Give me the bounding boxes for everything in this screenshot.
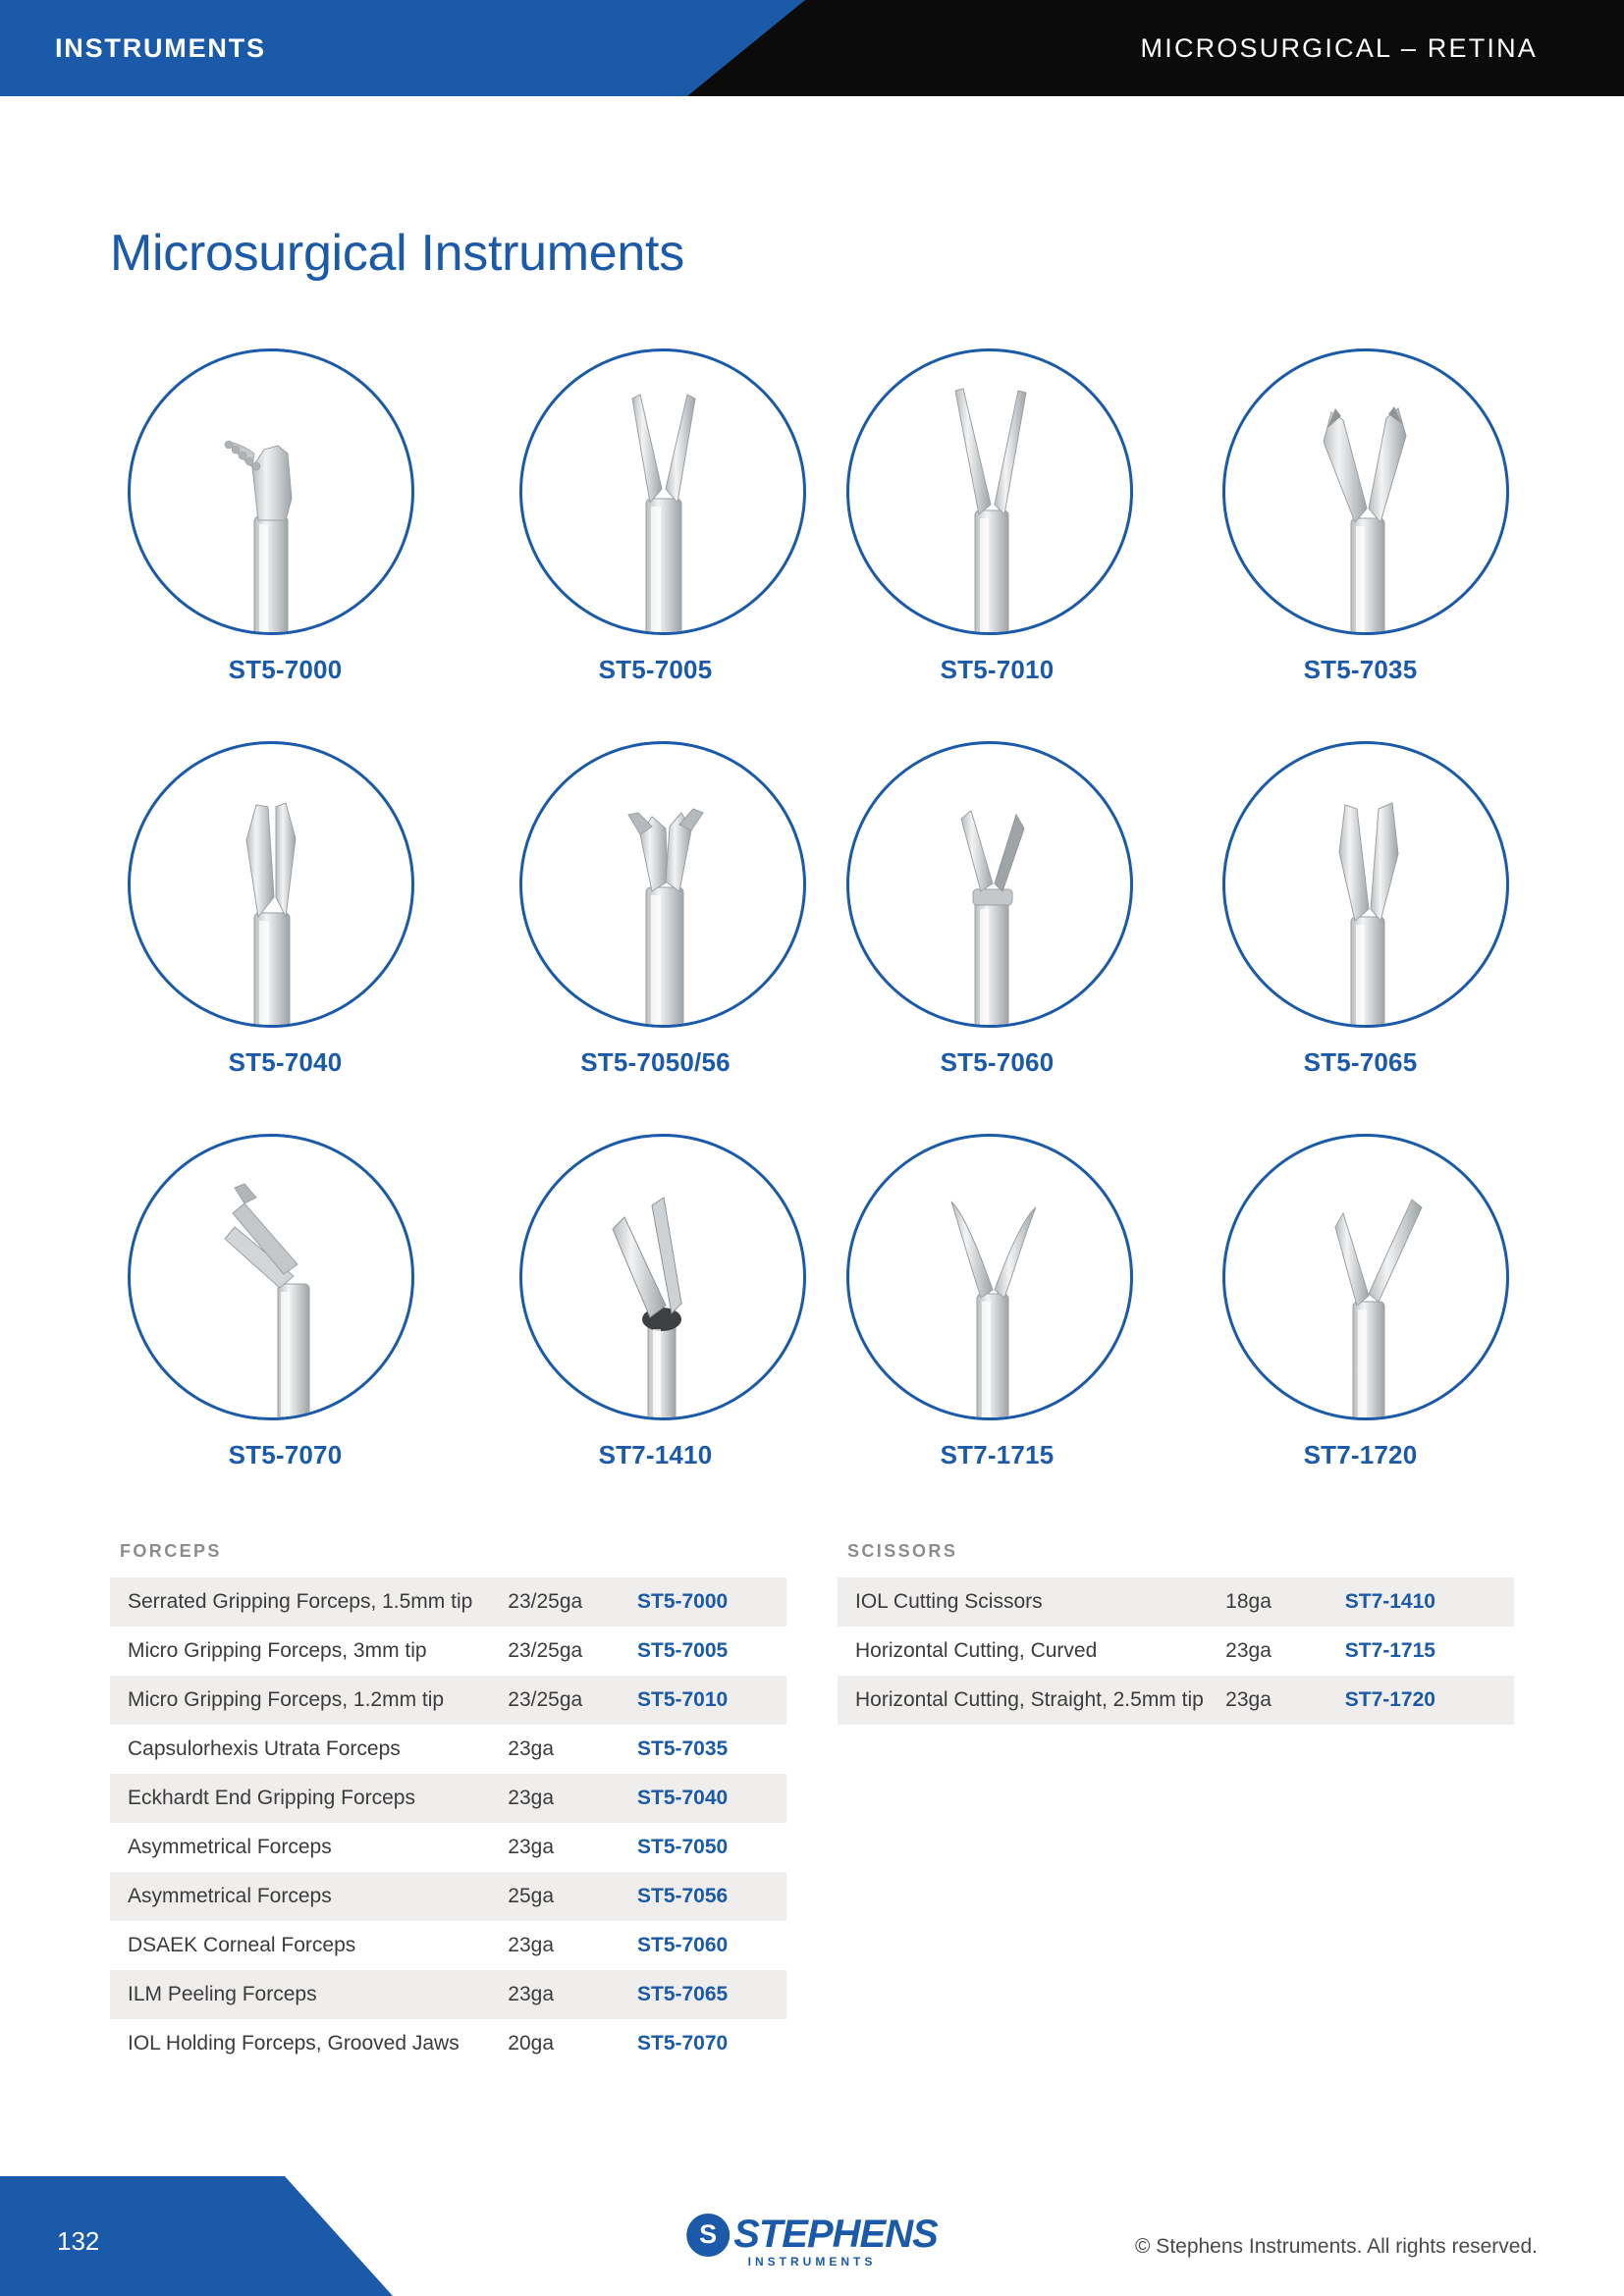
page-footer <box>0 2176 1624 2296</box>
product-name: Micro Gripping Forceps, 1.2mm tip <box>128 1688 445 1711</box>
forceps-table-heading: FORCEPS <box>120 1541 222 1561</box>
brand-logo <box>686 2213 938 2269</box>
forceps-table <box>110 1577 786 2068</box>
product-cell[interactable] <box>811 348 1162 741</box>
product-code: ST5-7040 <box>228 1047 343 1077</box>
product-gauge: 23ga <box>1225 1688 1272 1711</box>
table-row[interactable] <box>838 1627 1514 1676</box>
product-name: Serrated Gripping Forceps, 1.5mm tip <box>128 1590 473 1613</box>
table-row[interactable] <box>110 1627 786 1676</box>
product-image-circle <box>846 348 1133 635</box>
product-image-circle <box>519 1134 806 1420</box>
product-cell[interactable] <box>460 1134 811 1526</box>
product-cell[interactable] <box>1162 741 1512 1134</box>
product-gauge: 23ga <box>1225 1639 1272 1662</box>
table-row[interactable] <box>110 1577 786 1627</box>
table-row[interactable] <box>110 2019 786 2068</box>
product-cell[interactable] <box>460 348 811 741</box>
forceps-dsaek-corneal-icon <box>849 744 1133 1028</box>
product-sku: ST5-7005 <box>637 1639 729 1662</box>
product-name: Micro Gripping Forceps, 3mm tip <box>128 1639 427 1662</box>
page-title: Microsurgical Instruments <box>110 225 684 282</box>
product-code: ST5-7070 <box>228 1440 343 1469</box>
product-gauge: 25ga <box>508 1885 554 1907</box>
table-row[interactable] <box>110 1823 786 1872</box>
product-image-circle <box>1222 348 1509 635</box>
copyright-text: © Stephens Instruments. All rights reserved. <box>1135 2235 1538 2258</box>
product-sku: ST5-7056 <box>637 1885 729 1907</box>
header-category-label: MICROSURGICAL – RETINA <box>1140 32 1538 63</box>
product-gauge: 23/25ga <box>508 1688 583 1711</box>
product-code: ST5-7035 <box>1303 655 1418 684</box>
header-section-label: INSTRUMENTS <box>55 32 266 63</box>
brand-name: STEPHENS <box>733 2213 938 2256</box>
product-sku: ST5-7040 <box>637 1787 729 1809</box>
scissors-iol-cutting-icon <box>522 1137 806 1420</box>
product-name: Eckhardt End Gripping Forceps <box>128 1787 415 1809</box>
forceps-capsulorhexis-utrata-icon <box>1225 351 1509 635</box>
brand-mark-icon: S <box>686 2214 730 2257</box>
product-grid <box>110 348 1514 1526</box>
table-row[interactable] <box>110 1921 786 1970</box>
product-sku: ST7-1720 <box>1344 1688 1435 1711</box>
table-row[interactable] <box>110 1872 786 1921</box>
forceps-serrated-gripping-icon <box>131 351 414 635</box>
table-row[interactable] <box>838 1577 1514 1627</box>
product-cell[interactable] <box>460 741 811 1134</box>
product-name: IOL Holding Forceps, Grooved Jaws <box>128 2032 460 2055</box>
forceps-iol-holding-grooved-jaws-icon <box>131 1137 414 1420</box>
product-name: IOL Cutting Scissors <box>855 1590 1043 1613</box>
product-image-circle <box>1222 741 1509 1028</box>
page-header <box>0 0 1624 96</box>
product-grid-row <box>110 741 1514 1134</box>
product-sku: ST5-7035 <box>637 1737 729 1760</box>
product-sku: ST5-7050 <box>637 1836 729 1858</box>
product-name: Asymmetrical Forceps <box>128 1836 332 1858</box>
product-code: ST5-7000 <box>228 655 343 684</box>
forceps-asymmetrical-icon <box>522 744 806 1028</box>
product-image-circle <box>128 348 414 635</box>
product-cell[interactable] <box>110 1134 460 1526</box>
product-grid-row <box>110 348 1514 741</box>
product-gauge: 20ga <box>508 2032 554 2055</box>
product-gauge: 23ga <box>508 1787 554 1809</box>
product-image-circle <box>846 741 1133 1028</box>
page-number: 132 <box>57 2226 100 2256</box>
table-row[interactable] <box>110 1676 786 1725</box>
product-gauge: 23/25ga <box>508 1639 583 1662</box>
product-gauge: 23ga <box>508 1836 554 1858</box>
product-code: ST7-1715 <box>940 1440 1055 1469</box>
table-row[interactable] <box>110 1725 786 1774</box>
forceps-micro-gripping-3mm-icon <box>522 351 806 635</box>
product-image-circle <box>846 1134 1133 1420</box>
product-cell[interactable] <box>110 348 460 741</box>
brand-logo-row <box>686 2213 938 2257</box>
product-sku: ST5-7070 <box>637 2032 729 2055</box>
product-code: ST5-7010 <box>940 655 1055 684</box>
specification-tables <box>110 1541 1514 2068</box>
product-name: Horizontal Cutting, Straight, 2.5mm tip <box>855 1688 1204 1711</box>
forceps-eckhardt-end-gripping-icon <box>131 744 414 1028</box>
product-image-circle <box>128 741 414 1028</box>
product-image-circle <box>519 741 806 1028</box>
product-image-circle <box>519 348 806 635</box>
product-name: Asymmetrical Forceps <box>128 1885 332 1907</box>
product-sku: ST5-7060 <box>637 1934 729 1956</box>
product-gauge: 23ga <box>508 1983 554 2005</box>
product-image-circle <box>128 1134 414 1420</box>
scissors-horizontal-curved-icon <box>849 1137 1133 1420</box>
forceps-ilm-peeling-icon <box>1225 744 1509 1028</box>
product-name: ILM Peeling Forceps <box>128 1983 317 2005</box>
product-code: ST5-7005 <box>598 655 713 684</box>
scissors-table <box>838 1577 1514 1725</box>
product-sku: ST5-7000 <box>637 1590 729 1613</box>
product-cell[interactable] <box>1162 348 1512 741</box>
product-code: ST7-1410 <box>598 1440 713 1469</box>
product-code: ST5-7065 <box>1303 1047 1418 1077</box>
forceps-micro-gripping-1-2mm-icon <box>849 351 1133 635</box>
table-row[interactable] <box>110 1970 786 2019</box>
product-name: Horizontal Cutting, Curved <box>855 1639 1098 1662</box>
product-sku: ST7-1410 <box>1344 1590 1435 1613</box>
product-gauge: 18ga <box>1225 1590 1272 1613</box>
product-code: ST5-7060 <box>940 1047 1055 1077</box>
product-cell[interactable] <box>811 1134 1162 1526</box>
product-cell[interactable] <box>110 741 460 1134</box>
product-sku: ST5-7010 <box>637 1688 729 1711</box>
product-gauge: 23ga <box>508 1737 554 1760</box>
product-cell[interactable] <box>811 741 1162 1134</box>
scissors-table-block <box>838 1541 1514 2068</box>
product-name: DSAEK Corneal Forceps <box>128 1934 356 1956</box>
product-cell[interactable] <box>1162 1134 1512 1526</box>
forceps-table-block <box>110 1541 786 2068</box>
product-name: Capsulorhexis Utrata Forceps <box>128 1737 401 1760</box>
scissors-horizontal-straight-icon <box>1225 1137 1509 1420</box>
product-image-circle <box>1222 1134 1509 1420</box>
product-code: ST5-7050/56 <box>580 1047 731 1077</box>
table-row[interactable] <box>838 1676 1514 1725</box>
product-code: ST7-1720 <box>1303 1440 1418 1469</box>
product-gauge: 23/25ga <box>508 1590 583 1613</box>
table-row[interactable] <box>110 1774 786 1823</box>
scissors-table-heading: SCISSORS <box>847 1541 958 1561</box>
product-sku: ST7-1715 <box>1344 1639 1435 1662</box>
product-sku: ST5-7065 <box>637 1983 729 2005</box>
brand-subtitle: INSTRUMENTS <box>747 2255 877 2269</box>
product-gauge: 23ga <box>508 1934 554 1956</box>
product-grid-row <box>110 1134 1514 1526</box>
